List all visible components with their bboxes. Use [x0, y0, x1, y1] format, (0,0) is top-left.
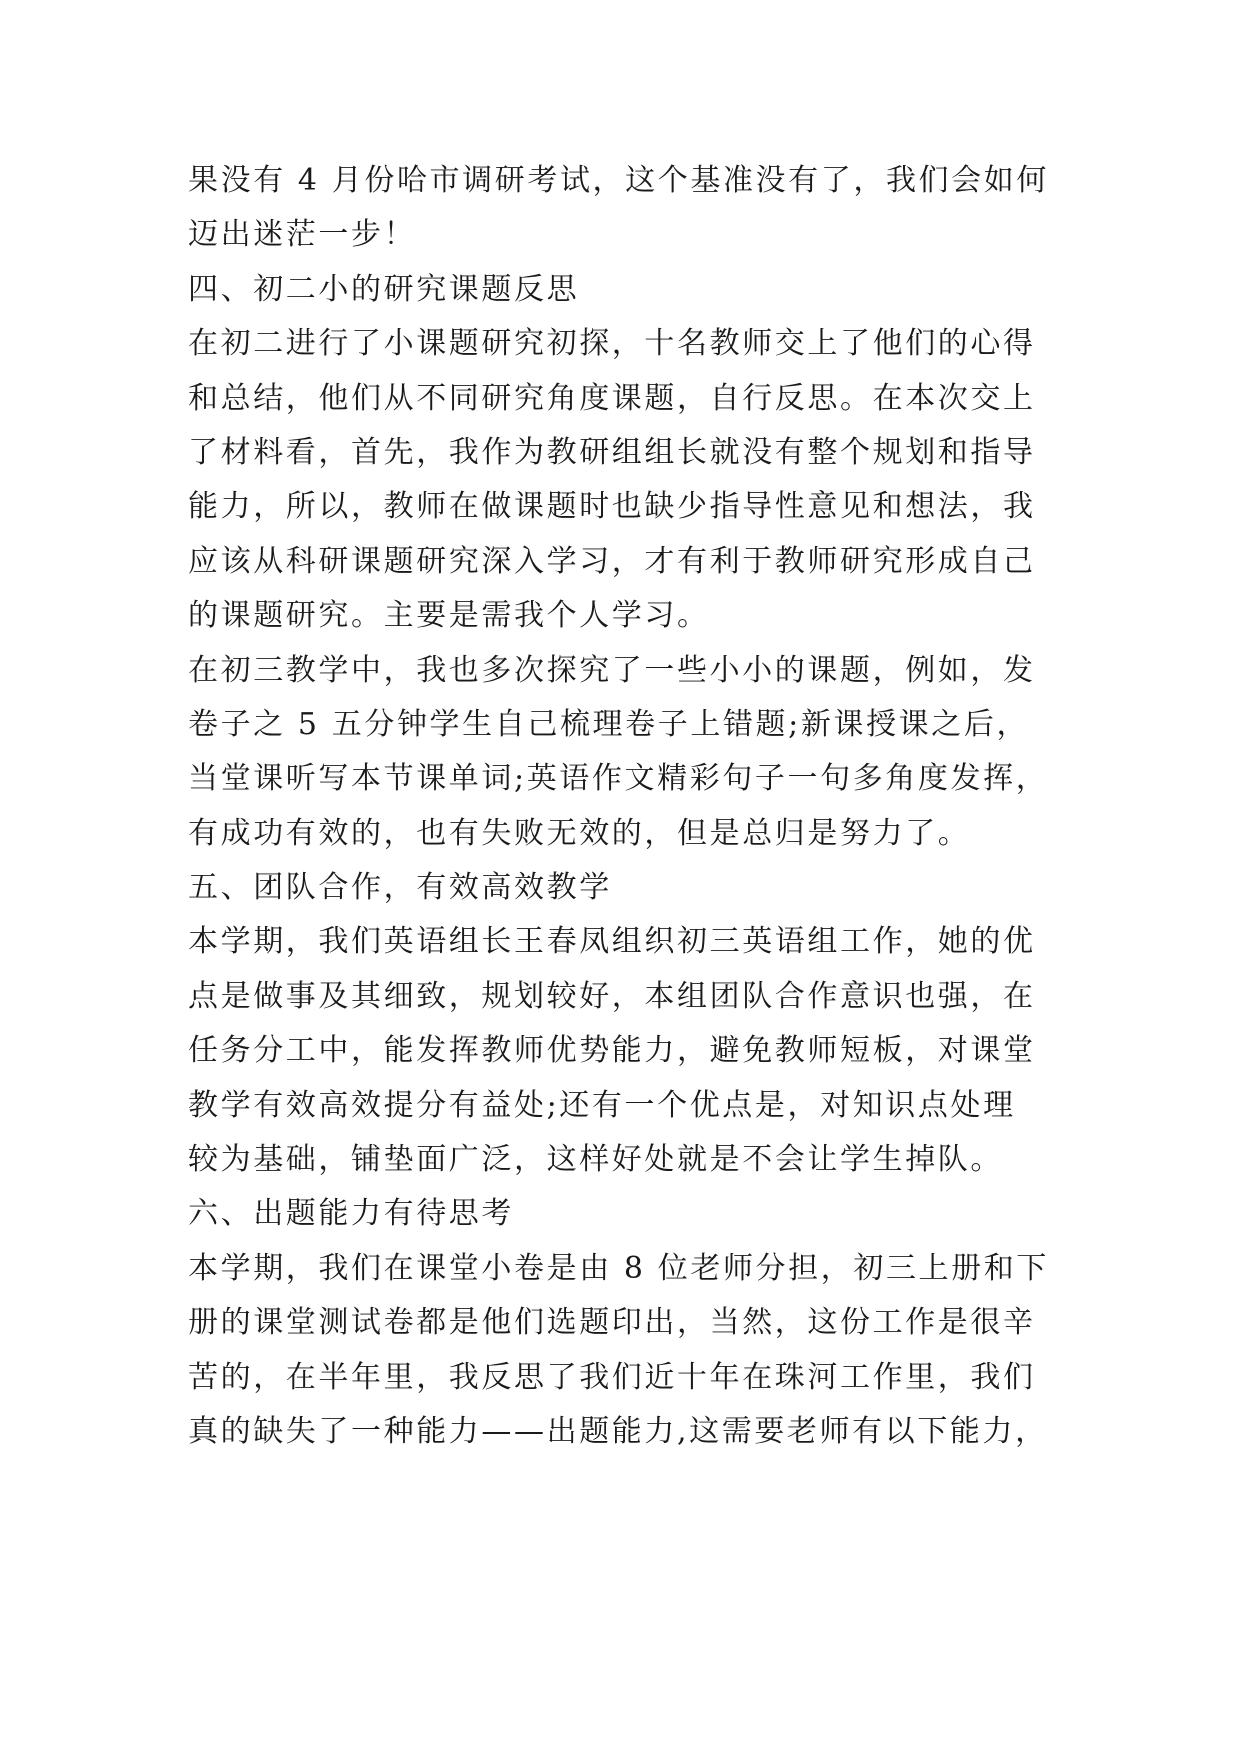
paragraph-line: 本学期，我们英语组长王春凤组织初三英语组工作，她的优: [188, 924, 1036, 960]
body-text: [188, 154, 1088, 1459]
section-heading-5: 五、团队合作，有效高效教学: [188, 870, 612, 906]
paragraph-line: 能力，所以，教师在做课题时也缺少指导性意见和想法，我: [188, 489, 1036, 525]
paragraph-line: 苦的，在半年里，我反思了我们近十年在珠河工作里，我们: [188, 1359, 1036, 1395]
paragraph-line: 有成功有效的，也有失败无效的，但是总归是努力了。: [188, 815, 971, 851]
paragraph-line: 点是做事及其细致，规划较好，本组团队合作意识也强，在: [188, 978, 1036, 1014]
paragraph-line: 的课题研究。主要是需我个人学习。: [188, 598, 710, 634]
paragraph-line: 果没有 4 月份哈市调研考试，这个基准没有了，我们会如何: [188, 163, 1049, 198]
paragraph-line: 在初三教学中，我也多次探究了一些小小的课题，例如，发: [188, 652, 1036, 688]
paragraph-line: 当堂课听写本节课单词;英语作文精彩句子一句多角度发挥，: [188, 761, 1049, 797]
paragraph-line: 迈出迷茫一步！: [188, 217, 417, 253]
paragraph-line: 本学期，我们在课堂小卷是由 8 位老师分担，初三上册和下: [188, 1250, 1049, 1286]
paragraph-line: 了材料看，首先，我作为教研组组长就没有整个规划和指导: [188, 434, 1036, 470]
section-heading-6: 六、出题能力有待思考: [188, 1196, 514, 1232]
paragraph-line: 和总结，他们从不同研究角度课题，自行反思。在本次交上: [188, 380, 1036, 416]
paragraph-line: 在初二进行了小课题研究初探，十名教师交上了他们的心得: [188, 326, 1036, 362]
paragraph-line: 任务分工中，能发挥教师优势能力，避免教师短板，对课堂: [188, 1033, 1036, 1069]
paragraph-line: 卷子之 5 五分钟学生自己梳理卷子上错题;新课授课之后，: [188, 706, 1030, 742]
paragraph-line: 真的缺失了一种能力——出题能力,这需要老师有以下能力，: [188, 1413, 1048, 1449]
section-heading-4: 四、初二小的研究课题反思: [188, 271, 580, 307]
paragraph-line: 较为基础，铺垫面广泛，这样好处就是不会让学生掉队。: [188, 1142, 1003, 1178]
paragraph-line: 应该从科研课题研究深入学习，才有利于教师研究形成自己: [188, 543, 1036, 579]
paragraph-line: 教学有效高效提分有益处;还有一个优点是，对知识点处理: [188, 1087, 1016, 1123]
paragraph-line: 册的课堂测试卷都是他们选题印出，当然，这份工作是很辛: [188, 1305, 1036, 1341]
